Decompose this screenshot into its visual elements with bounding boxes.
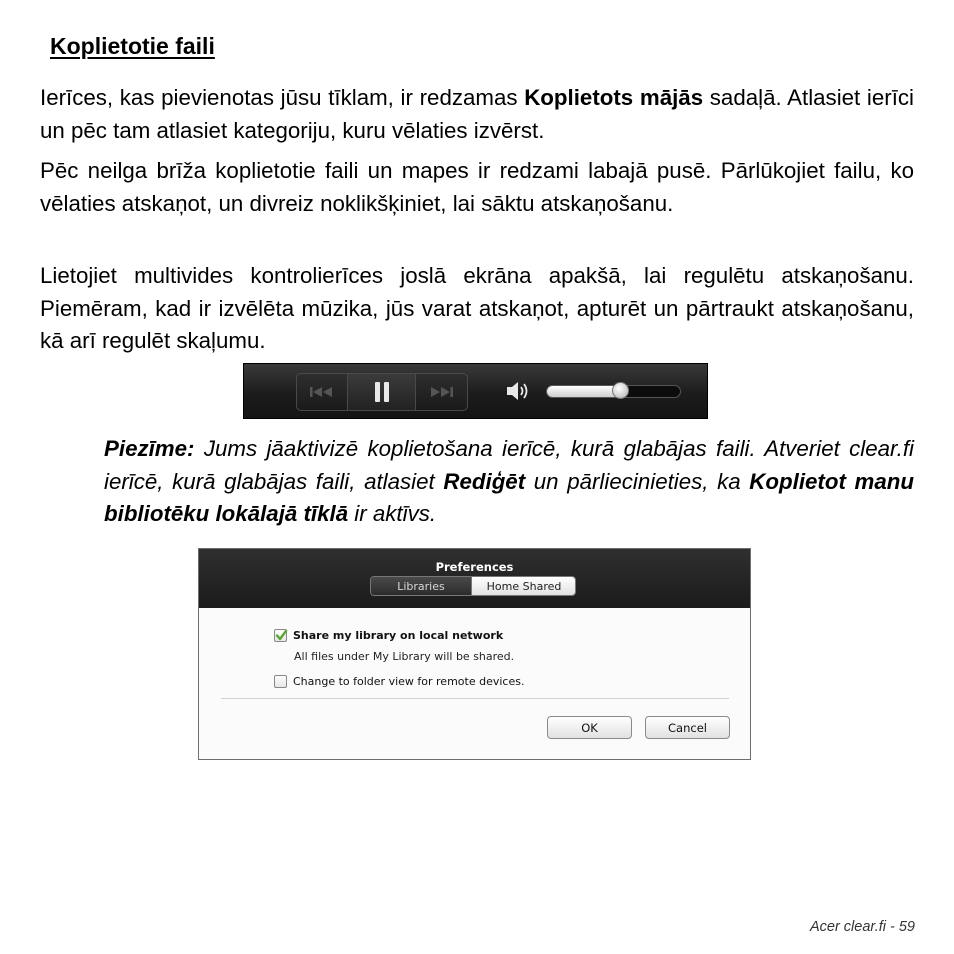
next-button[interactable] bbox=[416, 374, 467, 410]
media-control-bar bbox=[243, 363, 708, 419]
check-icon bbox=[275, 629, 288, 642]
note-text-3: ir aktīvs. bbox=[348, 501, 437, 526]
next-icon bbox=[428, 386, 454, 398]
ok-button[interactable]: OK bbox=[547, 716, 632, 739]
previous-icon bbox=[309, 386, 335, 398]
previous-button[interactable] bbox=[297, 374, 348, 410]
dialog-header bbox=[199, 549, 750, 608]
cancel-button[interactable]: Cancel bbox=[645, 716, 730, 739]
folder-view-label: Change to folder view for remote devices. bbox=[293, 675, 525, 688]
dialog-title: Preferences bbox=[435, 560, 514, 574]
playback-buttons bbox=[296, 373, 468, 411]
pause-button[interactable] bbox=[348, 374, 415, 410]
volume-slider-fill bbox=[547, 386, 620, 397]
note-bold-edit: Rediģēt bbox=[443, 468, 526, 494]
note-paragraph bbox=[104, 433, 914, 531]
volume-slider-thumb[interactable] bbox=[612, 382, 629, 399]
dialog-tabs bbox=[370, 576, 576, 596]
page-footer: Acer clear.fi - 59 bbox=[809, 919, 915, 935]
paragraph-2: Pēc neilga brīža koplietotie faili un mapes ir redzami labajā pusē. Pārlūkojiet failu, ko vēlaties atskaņot, un divreiz noklikšķiniet, lai sāktu atskaņošanu. bbox=[40, 158, 914, 216]
folder-view-checkbox[interactable] bbox=[274, 675, 287, 688]
paragraph-3: Lietojiet multivides kontrolierīces joslā ekrāna apakšā, lai regulētu atskaņošanu. Piemēram, kad ir izvēlēta mūzika, jūs varat atskaņot, apturēt un pārtraukt atskaņošanu, kā arī regulēt skaļumu. bbox=[40, 263, 914, 353]
note-bold-share: Koplietot manu bibliotēku lokālajā tīklā bbox=[104, 468, 914, 526]
dialog-separator bbox=[221, 698, 729, 699]
pause-icon bbox=[373, 381, 391, 403]
share-library-option[interactable] bbox=[274, 629, 503, 642]
tab-home-shared[interactable]: Home Shared bbox=[472, 577, 576, 595]
preferences-dialog bbox=[198, 548, 751, 760]
note-text-2: un pārliecinieties, ka bbox=[525, 468, 750, 494]
share-library-checkbox[interactable] bbox=[274, 629, 287, 642]
note-label: Piezīme: bbox=[104, 436, 195, 461]
tab-libraries[interactable]: Libraries bbox=[371, 577, 472, 595]
paragraph-1 bbox=[40, 82, 914, 147]
volume-icon[interactable] bbox=[506, 380, 532, 402]
section-heading: Koplietotie faili bbox=[50, 33, 215, 59]
folder-view-option[interactable] bbox=[274, 675, 524, 688]
paragraph-1-bold: Koplietots mājās bbox=[524, 85, 704, 110]
note-text-1: Jums jāaktivizē koplietošana ierīcē, kurā glabājas faili. Atveriet clear.fi ierīcē, kurā glabājas faili, atlasiet bbox=[104, 436, 914, 494]
share-library-label: Share my library on local network bbox=[293, 629, 504, 642]
paragraph-1-text: Ierīces, kas pievienotas jūsu tīklam, ir redzamas bbox=[40, 85, 525, 110]
paragraph-1-text-end: sadaļā. Atlasiet ierīci un pēc tam atlasiet kategoriju, kuru vēlaties izvērst. bbox=[40, 85, 915, 143]
share-library-description: All files under My Library will be shared. bbox=[294, 650, 515, 663]
